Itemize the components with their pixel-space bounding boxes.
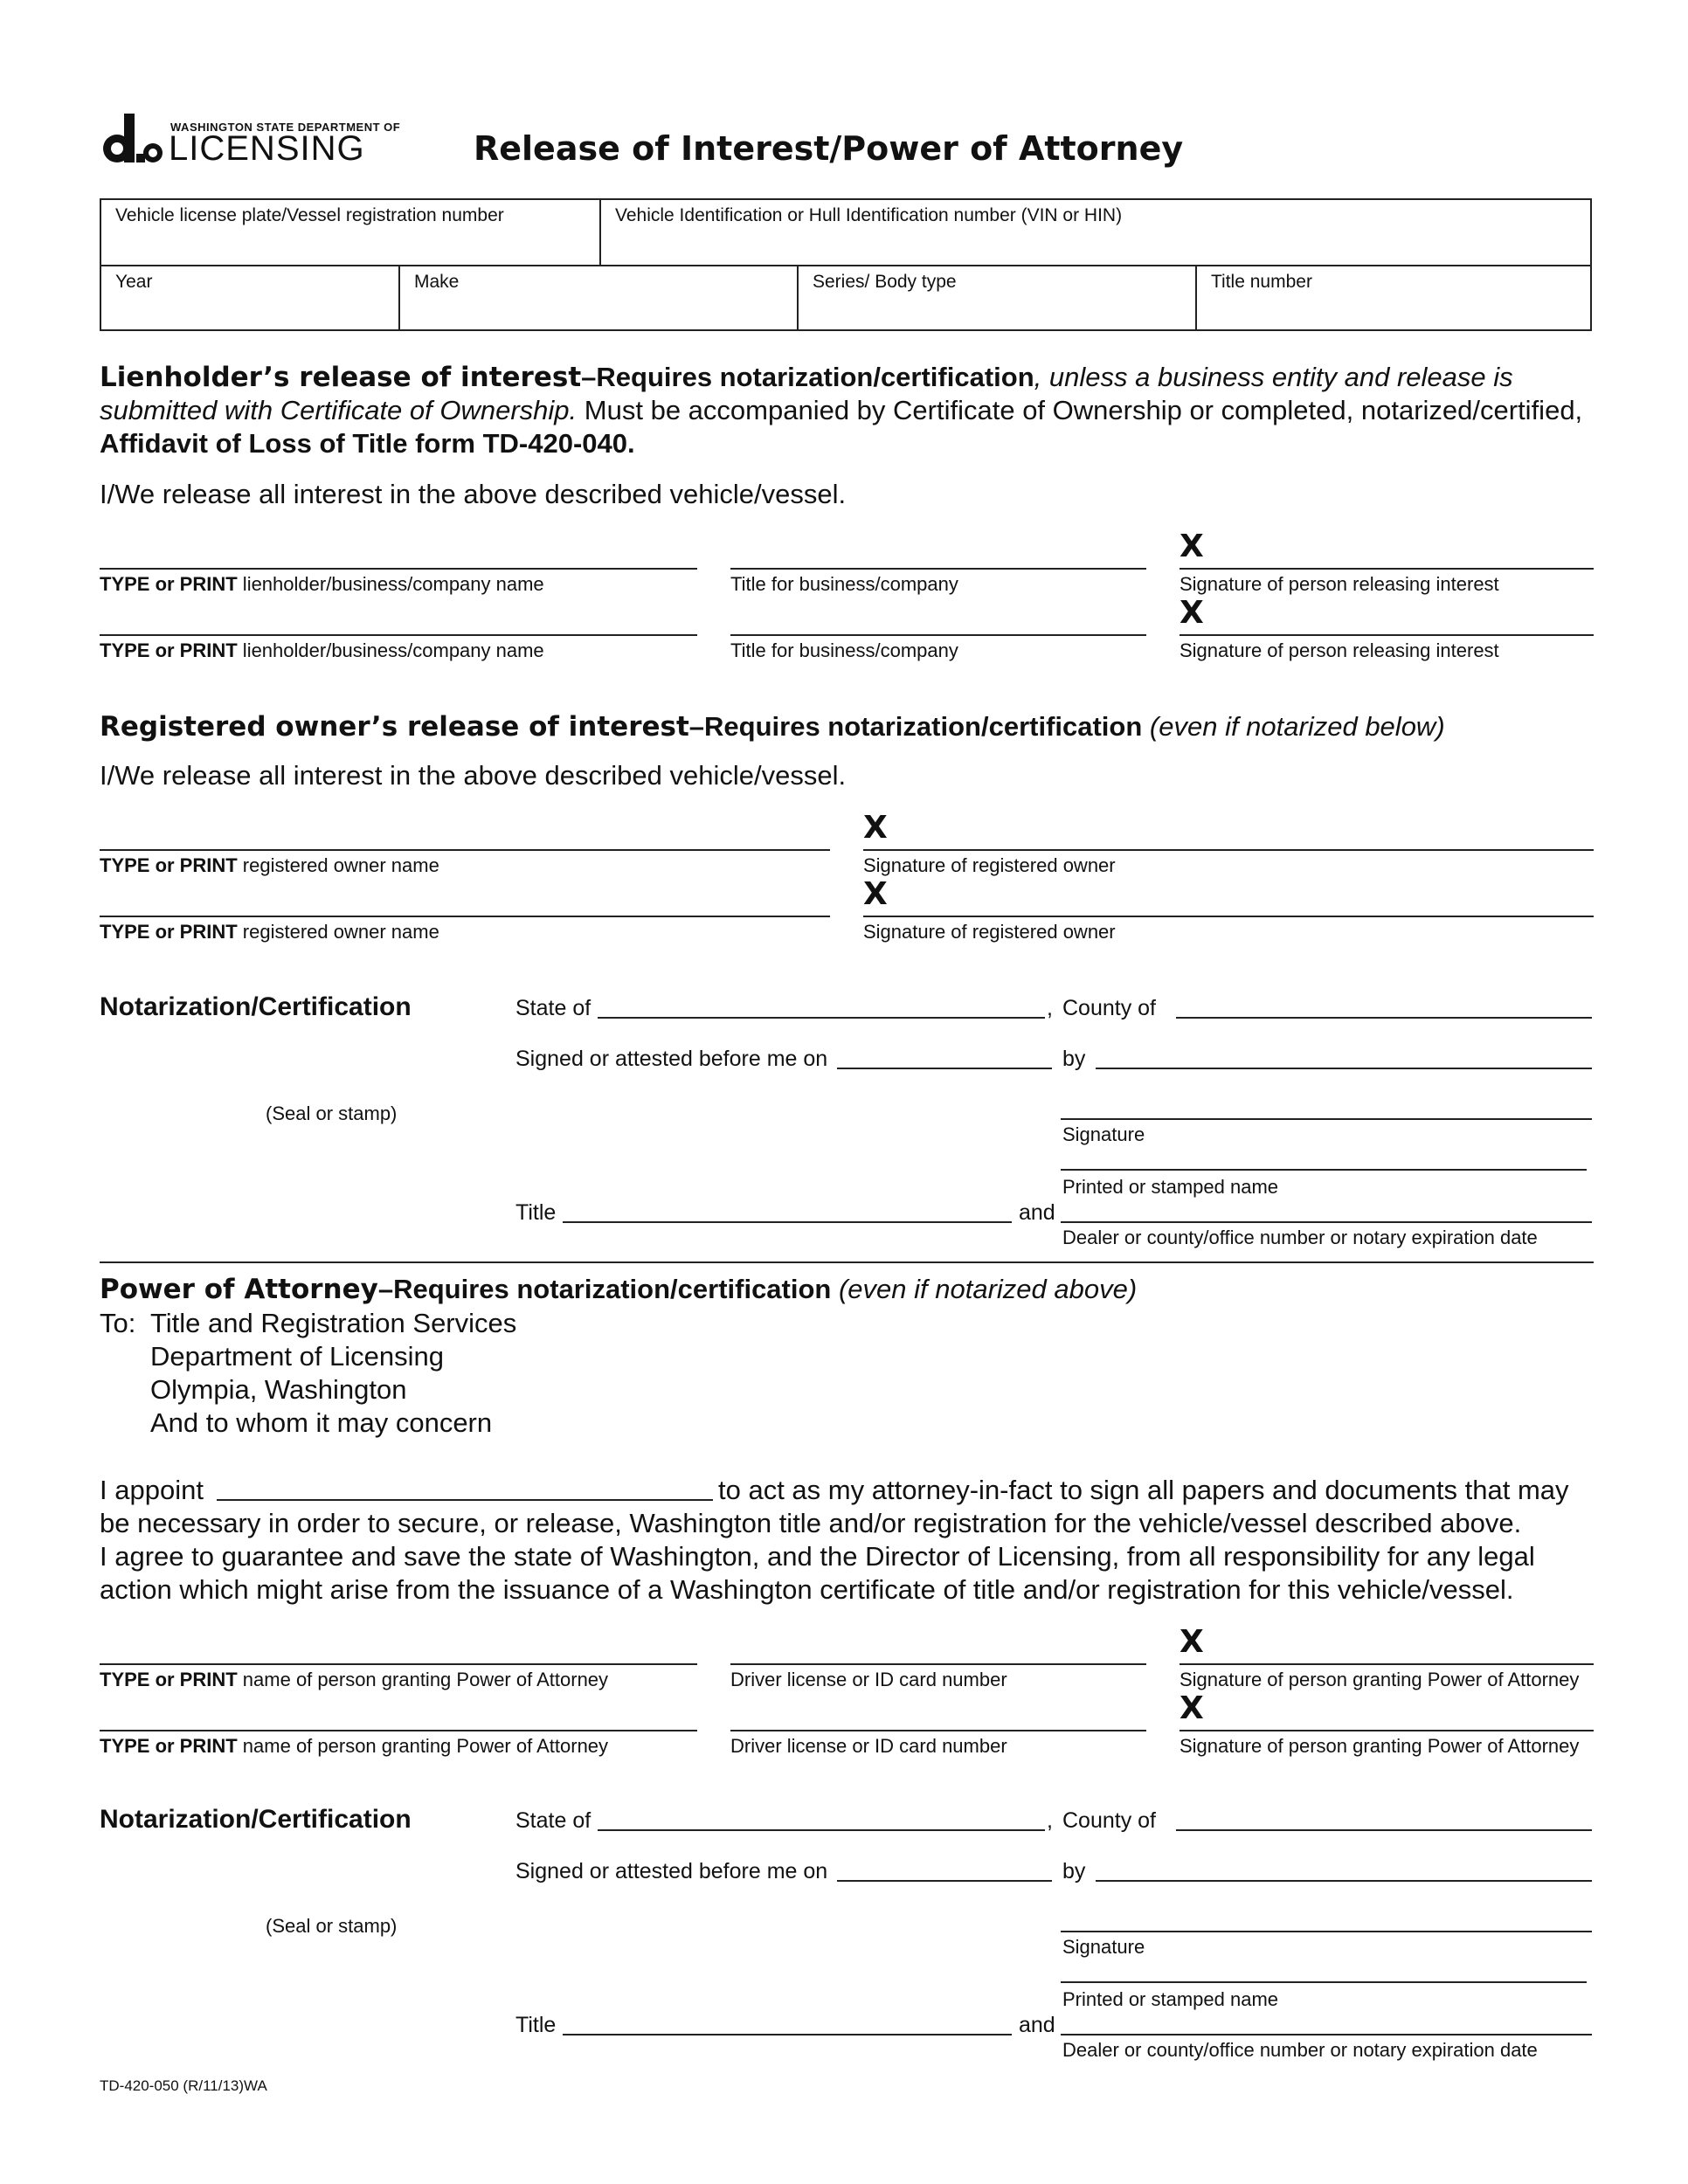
vin-label: Vehicle Identification or Hull Identification number (VIN or HIN) <box>615 205 1123 225</box>
poa-name-label-1: TYPE or PRINT name of person granting Power of Attorney <box>100 1669 609 1690</box>
lienholder-x-mark-2: X <box>1180 595 1204 631</box>
notary-printed-name-line-2[interactable] <box>1061 1981 1587 1983</box>
owner-note: (even if notarized below) <box>1142 711 1445 742</box>
lienholder-signature-line-1[interactable] <box>1180 568 1594 570</box>
plate-label: Vehicle license plate/Vessel registration number <box>115 205 504 225</box>
poa-paragraph-line-4: action which might arise from the issuance of a Washington certificate of title and/or registration for this vehicle/vessel. <box>100 1574 1514 1605</box>
notary-and-label-2: and <box>1019 2013 1055 2037</box>
owner-name-line-2[interactable] <box>100 916 830 917</box>
lienholder-name-label-2: TYPE or PRINT lienholder/business/company name <box>100 639 544 661</box>
notary-county-label-1: County of <box>1062 996 1157 1020</box>
notary-signature-line-1[interactable] <box>1061 1118 1592 1120</box>
notary-comma-1: , <box>1047 996 1053 1020</box>
lienholder-line3 <box>100 428 635 460</box>
affidavit-period: . <box>627 428 635 459</box>
owner-x-mark-2: X <box>863 876 888 912</box>
notary-date-line-2[interactable] <box>837 1880 1052 1882</box>
form-code: TD-420-050 (R/11/13)WA <box>100 2077 267 2094</box>
notary-heading-1: Notarization/Certification <box>100 992 412 1021</box>
vin-field[interactable] <box>601 200 1590 265</box>
notary-by-label-2: by <box>1062 1859 1086 1883</box>
owner-requirement: –Requires notarization/certification <box>688 711 1143 742</box>
owner-signature-label-1: Signature of registered owner <box>863 854 1116 876</box>
poa-to-line-2: Department of Licensing <box>150 1341 445 1372</box>
poa-signature-label-1: Signature of person granting Power of Attorney <box>1180 1669 1580 1690</box>
poa-to-line-4: And to whom it may concern <box>150 1407 493 1438</box>
lienholder-name-line-2[interactable] <box>100 634 697 636</box>
year-label: Year <box>115 272 153 292</box>
notary-signature-label-1: Signature <box>1062 1123 1145 1145</box>
title-number-field[interactable] <box>1197 266 1590 331</box>
agency-line1: WASHINGTON STATE DEPARTMENT OF <box>170 121 401 134</box>
notary-signed-before-label-1: Signed or attested before me on <box>515 1047 828 1071</box>
notary-heading-2: Notarization/Certification <box>100 1805 412 1834</box>
owner-heading-line <box>100 711 1445 743</box>
poa-heading: Power of Attorney <box>100 1274 378 1305</box>
poa-paragraph-line-2: be necessary in order to secure, or release, Washington title and/or registration for the vehicle/vessel described above. <box>100 1508 1522 1538</box>
title-number-label: Title number <box>1211 272 1312 292</box>
notary-dealer-line-2[interactable] <box>1061 2034 1592 2035</box>
poa-to-line-3: Olympia, Washington <box>150 1374 407 1405</box>
lienholder-name-label-1: TYPE or PRINT lienholder/business/company name <box>100 573 544 595</box>
series-field[interactable] <box>799 266 1195 331</box>
poa-x-mark-2: X <box>1180 1690 1204 1726</box>
notary-dealer-label-2: Dealer or county/office number or notary expiration date <box>1062 2039 1538 2061</box>
owner-name-label-2: TYPE or PRINT registered owner name <box>100 921 439 943</box>
dol-logo-mark <box>98 112 168 166</box>
seal-label-2: (Seal or stamp) <box>266 1915 398 1937</box>
dol-logo <box>98 112 168 166</box>
notary-signature-line-2[interactable] <box>1061 1931 1592 1932</box>
notary-printed-name-line-1[interactable] <box>1061 1169 1587 1171</box>
notary-title-line-1[interactable] <box>563 1221 1012 1223</box>
poa-note: (even if notarized above) <box>831 1274 1138 1304</box>
poa-name-line-2[interactable] <box>100 1730 697 1731</box>
notary-and-label-1: and <box>1019 1200 1055 1225</box>
notary-by-label-1: by <box>1062 1047 1086 1071</box>
notary-title-line-2[interactable] <box>563 2034 1012 2035</box>
poa-name-line-1[interactable] <box>100 1663 697 1665</box>
notary-comma-2: , <box>1047 1808 1053 1833</box>
notary-dealer-line-1[interactable] <box>1061 1221 1592 1223</box>
poa-signature-label-2: Signature of person granting Power of Attorney <box>1180 1735 1580 1757</box>
notary-dealer-label-1: Dealer or county/office number or notary expiration date <box>1062 1227 1538 1248</box>
notary-state-line-1[interactable] <box>598 1017 1045 1019</box>
poa-attorney-name-line[interactable] <box>217 1499 713 1501</box>
notary-title-label-2: Title <box>515 2013 557 2037</box>
seal-label-1: (Seal or stamp) <box>266 1102 398 1124</box>
poa-appoint-label: I appoint <box>100 1475 204 1505</box>
poa-dl-label-1: Driver license or ID card number <box>730 1669 1007 1690</box>
owner-heading: Registered owner’s release of interest <box>100 711 689 743</box>
poa-paragraph-line-3: I agree to guarantee and save the state of Washington, and the Director of Licensing, from all responsibility for any legal <box>100 1541 1535 1572</box>
owner-release-statement: I/We release all interest in the above described vehicle/vessel. <box>100 760 847 791</box>
notary-title-label-1: Title <box>515 1200 557 1225</box>
owner-name-label-1: TYPE or PRINT registered owner name <box>100 854 439 876</box>
notary-state-label-1: State of <box>515 996 591 1020</box>
lienholder-title-line-1[interactable] <box>730 568 1146 570</box>
make-field[interactable] <box>400 266 797 331</box>
make-label: Make <box>414 272 460 292</box>
notary-signed-before-label-2: Signed or attested before me on <box>515 1859 828 1883</box>
poa-x-mark-1: X <box>1180 1624 1204 1660</box>
poa-dl-line-2[interactable] <box>730 1730 1146 1731</box>
section-divider <box>100 1261 1594 1263</box>
lienholder-note-a: , unless a business entity and release is <box>1034 362 1513 392</box>
lienholder-release-statement: I/We release all interest in the above described vehicle/vessel. <box>100 479 847 509</box>
poa-requirement: –Requires notarization/certification <box>377 1274 832 1304</box>
notary-state-label-2: State of <box>515 1808 591 1833</box>
year-field[interactable] <box>101 266 398 331</box>
lienholder-requirement: –Requires notarization/certification <box>581 362 1034 392</box>
plate-field[interactable] <box>101 200 599 265</box>
lienholder-title-label-2: Title for business/company <box>730 639 958 661</box>
lienholder-must-be: Must be accompanied by Certificate of Ownership or completed, notarized/certified, <box>577 395 1583 425</box>
lienholder-title-line-2[interactable] <box>730 634 1146 636</box>
vehicle-info-table <box>100 198 1592 331</box>
affidavit-reference: Affidavit of Loss of Title form TD-420-040 <box>100 428 628 459</box>
poa-signature-line-2[interactable] <box>1180 1730 1594 1731</box>
form-title: Release of Interest/Power of Attorney <box>474 129 1184 168</box>
lienholder-line2 <box>100 395 1582 426</box>
notary-signature-label-2: Signature <box>1062 1936 1145 1958</box>
poa-name-label-2: TYPE or PRINT name of person granting Power of Attorney <box>100 1735 609 1757</box>
lienholder-signature-label-2: Signature of person releasing interest <box>1180 639 1499 661</box>
notary-date-line-1[interactable] <box>837 1068 1052 1069</box>
notary-county-line-2[interactable] <box>1176 1829 1592 1831</box>
notary-state-line-2[interactable] <box>598 1829 1045 1831</box>
lienholder-note-b: submitted with Certificate of Ownership. <box>100 395 578 425</box>
agency-line2: LICENSING <box>169 129 365 168</box>
poa-to-label: To: <box>100 1308 136 1338</box>
poa-dl-label-2: Driver license or ID card number <box>730 1735 1007 1757</box>
poa-appoint-text: to act as my attorney-in-fact to sign all papers and documents that may <box>718 1475 1569 1505</box>
lienholder-name-line-1[interactable] <box>100 568 697 570</box>
owner-signature-line-2[interactable] <box>863 916 1594 917</box>
lienholder-x-mark-1: X <box>1180 529 1204 564</box>
poa-signature-line-1[interactable] <box>1180 1663 1594 1665</box>
owner-x-mark-1: X <box>863 810 888 846</box>
owner-name-line-1[interactable] <box>100 849 830 851</box>
series-label: Series/ Body type <box>813 272 957 292</box>
notary-county-line-1[interactable] <box>1176 1017 1592 1019</box>
lienholder-signature-label-1: Signature of person releasing interest <box>1180 573 1499 595</box>
notary-printed-name-label-1: Printed or stamped name <box>1062 1176 1279 1198</box>
lienholder-title-label-1: Title for business/company <box>730 573 958 595</box>
notary-by-line-2[interactable] <box>1096 1880 1592 1882</box>
notary-printed-name-label-2: Printed or stamped name <box>1062 1988 1279 2010</box>
poa-to-line-1: Title and Registration Services <box>150 1308 517 1338</box>
poa-dl-line-1[interactable] <box>730 1663 1146 1665</box>
owner-signature-line-1[interactable] <box>863 849 1594 851</box>
notary-by-line-1[interactable] <box>1096 1068 1592 1069</box>
lienholder-signature-line-2[interactable] <box>1180 634 1594 636</box>
notary-county-label-2: County of <box>1062 1808 1157 1833</box>
owner-signature-label-2: Signature of registered owner <box>863 921 1116 943</box>
lienholder-heading: Lienholder’s release of interest <box>100 362 582 393</box>
poa-heading-line <box>100 1274 1137 1305</box>
lienholder-heading-line <box>100 362 1513 393</box>
